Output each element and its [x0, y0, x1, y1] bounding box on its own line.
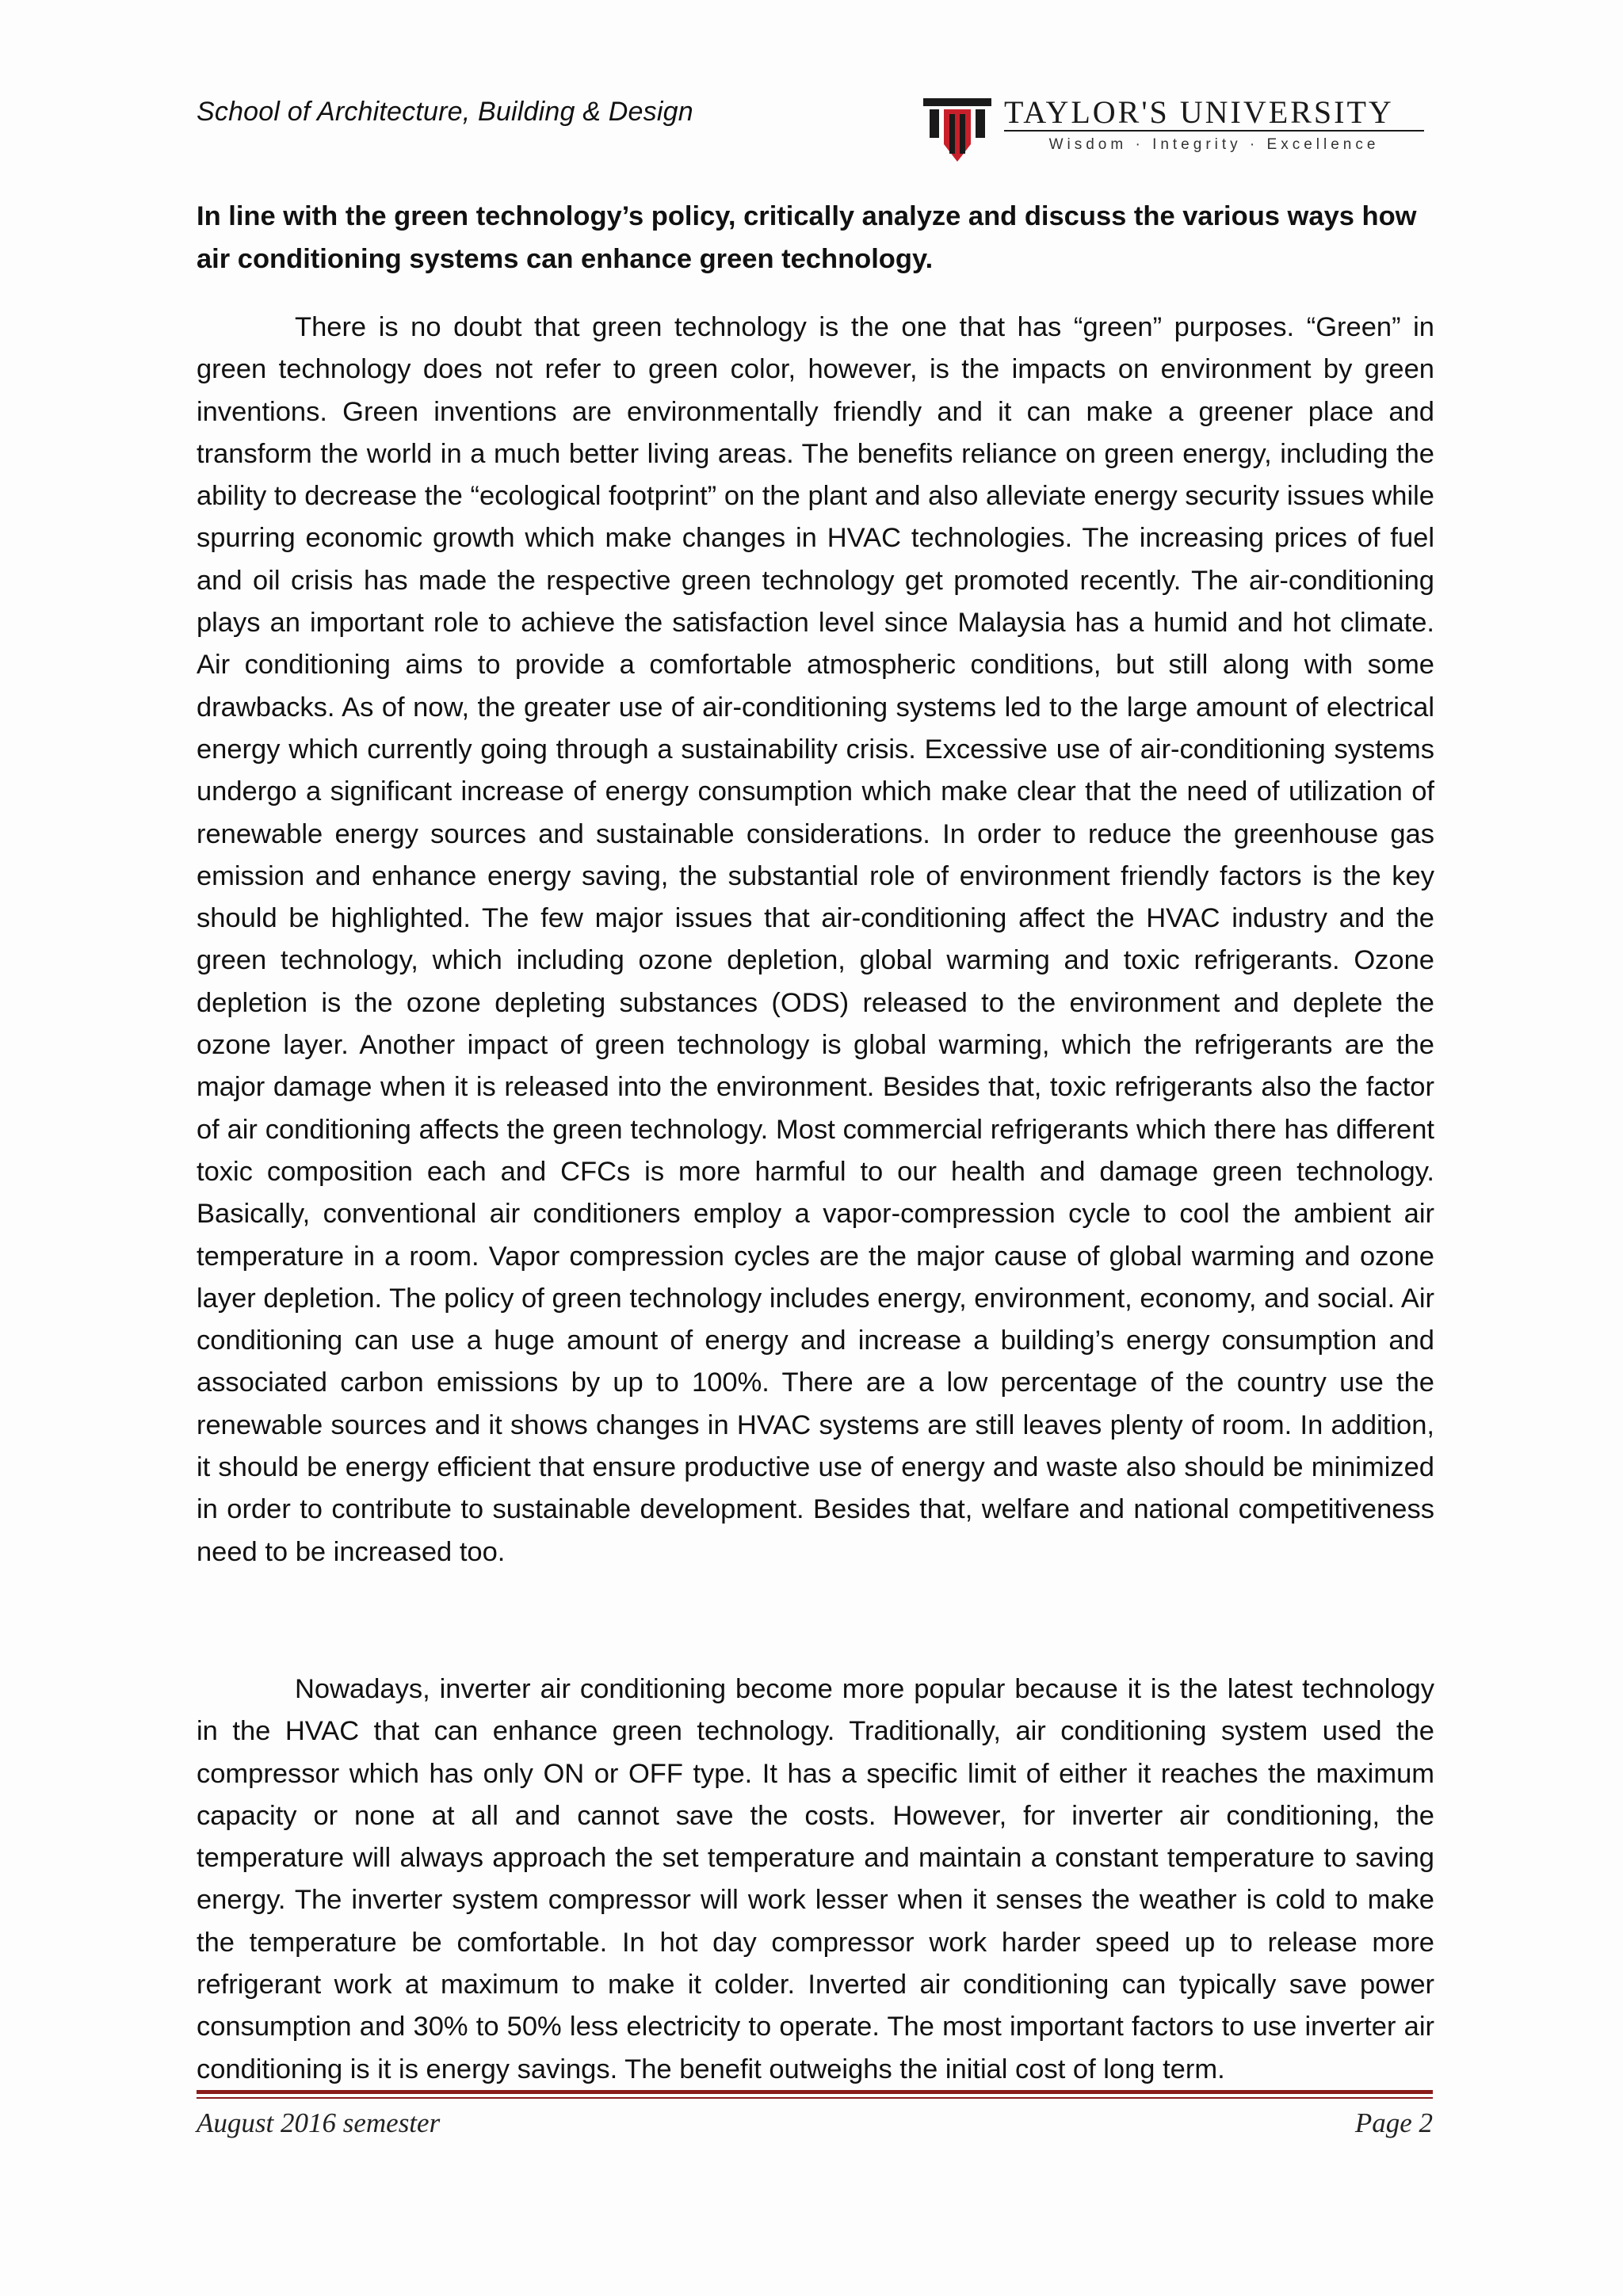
footer-rule-thick [197, 2090, 1433, 2094]
taylors-crest-icon [923, 98, 991, 163]
body-paragraph-2: Nowadays, inverter air conditioning become more popular because it is the latest technology in the HVAC that can enhance green technology. Traditionally, air conditioning system used the compressor which has only ON or OFF type. It has a specific limit of either it reaches the maximum capacity or none at all and cannot save the costs. However, for inverter air conditioning, the temperature will always approach the set temperature and maintain a constant temperature to saving energy. The inverter system compressor will work lesser when it senses the weather is cold to make the temperature be comfortable. In hot day compressor work harder speed up to release more refrigerant work at maximum to make it colder. Inverted air conditioning can typically save power consumption and 30% to 50% less electricity to operate. The most important factors to use inverter air conditioning is it is energy savings. The benefit outweighs the initial cost of long term. [197, 1674, 1434, 2084]
school-header: School of Architecture, Building & Design [197, 97, 693, 127]
university-logo [923, 93, 1430, 166]
question-heading: In line with the green technology’s policy, critically analyze and discuss the various ways how air conditioning systems can enhance green technology. [197, 201, 1417, 274]
body-paragraph-1: There is no doubt that green technology is the one that has “green” purposes. “Green” in green technology does not refer to green color, however, is the impacts on environment by green inventions. Green inventions are environmentally friendly and it can make a greener place and transform the world in a much better living areas. The benefits reliance on green energy, including the ability to decrease the “ecological footprint” on the plant and also alleviate energy security issues while spurring economic growth which make changes in HVAC technologies. The increasing prices of fuel and oil crisis has made the respective green technology get promoted recently. The air-conditioning plays an important role to achieve the satisfaction level since Malaysia has a humid and hot climate. Air conditioning aims to provide a comfortable atmospheric conditions, but still along with some drawbacks. As of now, the greater use of air-conditioning systems led to the large amount of electrical energy which currently going through a sustainability crisis. Excessive use of air-conditioning systems undergo a significant increase of energy consumption which make clear that the need of utilization of renewable energy sources and sustainable considerations. In order to reduce the greenhouse gas emission and enhance energy saving, the substantial role of environment friendly factors is the key should be highlighted. The few major issues that air-conditioning affect the HVAC industry and the green technology, which including ozone depletion, global warming and toxic refrigerants. Ozone depletion is the ozone depleting substances (ODS) released to the environment and deplete the ozone layer. Another impact of green technology is global warming, which the refrigerants are the major damage when it is released into the environment. Besides that, toxic refrigerants also the factor of air conditioning affects the green technology. Most commercial refrigerants which there has different toxic composition each and CFCs is more harmful to our health and damage green technology. Basically, conventional air conditioners employ a vapor-compression cycle to cool the ambient air temperature in a room. Vapor compression cycles are the major cause of global warming and ozone layer depletion. The policy of green technology includes energy, environment, economy, and social. Air conditioning can use a huge amount of energy and increase a building’s energy consumption and associated carbon emissions by up to 100%. There are a low percentage of the country use the renewable sources and it shows changes in HVAC systems are still leaves plenty of room. In addition, it should be energy efficient that ensure productive use of energy and waste also should be minimized in order to contribute to sustainable development. Besides that, welfare and national competitiveness need to be increased too. [197, 312, 1434, 1567]
university-motto: Wisdom · Integrity · Excellence [1048, 136, 1380, 153]
footer-page-number: Page 2 [1354, 2107, 1433, 2138]
university-name: TAYLOR'S UNIVERSITY [1004, 94, 1394, 130]
logo-divider [1004, 130, 1424, 132]
footer-rule-thin [197, 2097, 1433, 2099]
footer-semester: August 2016 semester [197, 2107, 441, 2138]
